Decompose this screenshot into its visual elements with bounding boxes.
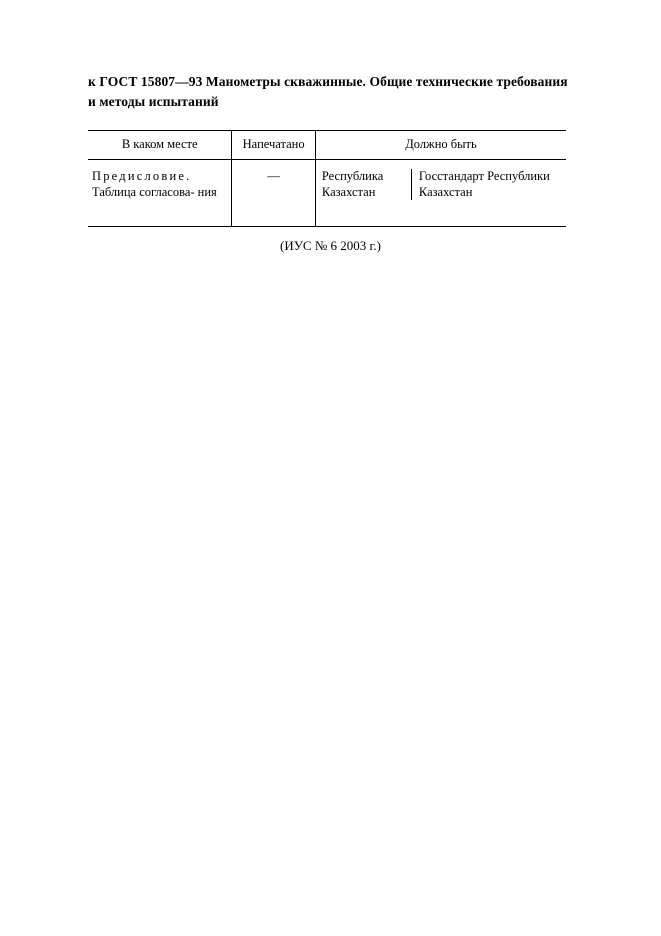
amendment-table [88,130,566,227]
cell-where [88,160,232,227]
cell-should-be-right-line2: Казахстан [418,184,473,199]
cell-should-be-left-line1: Республика [321,169,384,183]
column-header-printed: Напечатано [232,131,316,160]
cell-should-be [315,160,566,227]
page-title: к ГОСТ 15807—93 Манометры скважинные. Общие технические требования и методы испытаний [88,74,568,109]
cell-should-be-left [316,169,412,200]
issue-footnote: (ИУС № 6 2003 г.) [280,238,381,253]
cell-where-line2: Таблица согласова- [92,184,195,199]
cell-should-be-left-line2: Казахстан [321,184,376,199]
cell-where-line3: ния [197,184,217,199]
table-header-row [88,131,566,160]
cell-should-be-right [412,169,566,200]
cell-printed: — [232,160,316,227]
cell-where-line1: Предисловие. [92,169,192,183]
column-header-where: В каком месте [88,131,232,160]
column-header-should-be: Должно быть [315,131,566,160]
cell-should-be-right-line1: Госстандарт Республики [418,169,550,183]
table-row [88,160,566,227]
